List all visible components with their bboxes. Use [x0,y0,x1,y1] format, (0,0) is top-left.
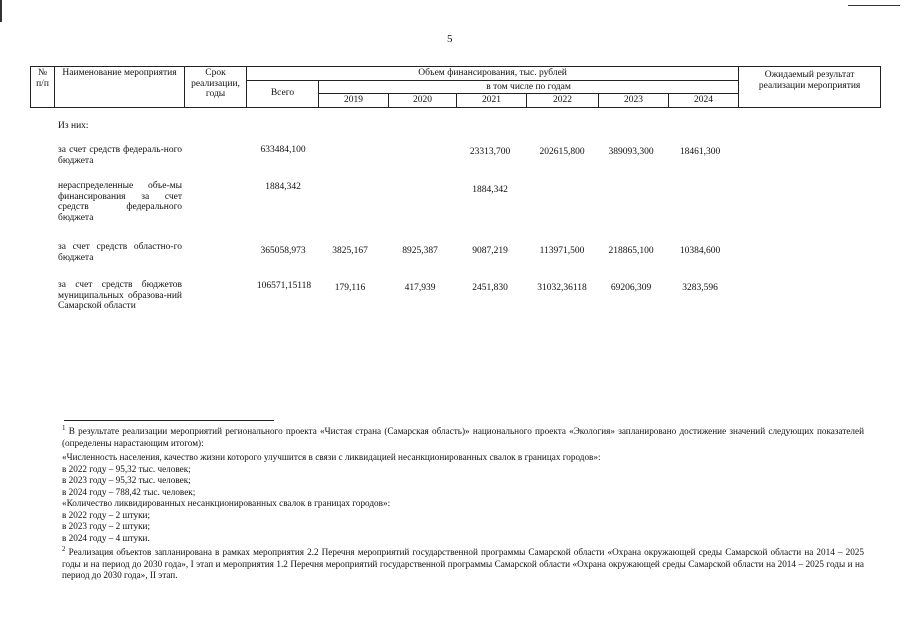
row-unallocated-total: 1884,342 [265,182,301,192]
footnote-1-text: В результате реализации мероприятий регионального проекта «Чистая страна (Самарская область)» национального проекта «Экология» запланировано достижение значений следующих показателей (определены нарастающим итогом): [62,426,865,448]
footnote-line: «Количество ликвидированных несанкционированных свалок в границах городов»: [62,498,391,508]
row-label-federal: за счет средств федераль-ного бюджета [58,145,182,166]
header-num: № п/п [31,67,55,108]
footnote-1 [62,423,865,449]
footnote-line: в 2024 году – 788,42 тыс. человек; [62,486,196,497]
row-municipal-total: 106571,15118 [256,281,312,291]
header-result: Ожидаемый результат реализации мероприятия [739,67,881,108]
row-regional-2022: 113971,500 [539,246,585,256]
row-regional-total: 365058,973 [260,246,306,256]
row-federal-total: 633484,100 [260,145,306,155]
row-regional-2023: 218865,100 [608,246,654,256]
header-year-2021: 2021 [457,94,527,108]
row-municipal-2022: 31032,36118 [537,283,587,293]
footnote-2-text: Реализация объектов запланирована в рамках мероприятия 2.2 Перечня мероприятий государственной программы Самарской области «Охрана окружающей среды Самарской области на 2014 – 2025 годы и на период до 2030 года», I этап и мероприятия 1.2 Перечня мероприятий государственной программы Самарской области «Охрана окружающей среды Самарской области на 2014 – 2025 годы и на период до 2030 года», II этап. [62,547,864,580]
row-municipal-2021: 2451,830 [472,283,508,293]
header-year-2020: 2020 [389,94,457,108]
footnote-line: в 2024 году – 4 штуки. [62,532,150,543]
row-federal-2024: 18461,300 [679,147,721,157]
footnote-line: в 2023 году – 95,32 тыс. человек; [62,475,191,485]
row-regional-2024: 10384,600 [679,246,721,256]
header-term: Срок реализации, годы [185,67,247,108]
footnote-line: в 2022 году – 95,32 тыс. человек; [62,463,191,474]
footnote-line: в 2023 году – 2 штуки; [62,521,151,531]
row-municipal-2023: 69206,309 [610,283,652,293]
row-municipal-2020: 417,939 [404,283,436,293]
row-label-municipal: за счет средств бюджетов муниципальных образова-ний Самарской области [58,280,182,311]
header-by-years: в том числе по годам [319,80,739,94]
footnote-line: в 2022 году – 2 штуки; [62,509,151,520]
footnote-line: «Численность населения, качество жизни которого улучшится в связи с ликвидацией несанкционированных свалок в границах городов»: [62,452,601,462]
row-federal-2023: 389093,300 [608,147,654,157]
row-regional-2019: 3825,167 [332,246,368,256]
header-year-2023: 2023 [599,94,669,108]
budget-table [30,66,881,108]
footnote-2 [62,544,864,582]
row-regional-2020: 8925,387 [402,246,438,256]
row-federal-2021: 23313,700 [469,147,511,157]
header-funding: Объем финансирования, тыс. рублей [247,67,739,81]
scan-mark-top-right [848,5,900,6]
header-year-2024: 2024 [669,94,739,108]
header-name: Наименование мероприятия [55,67,185,108]
row-unallocated-2021: 1884,342 [472,185,508,195]
header-year-2022: 2022 [527,94,599,108]
header-total: Всего [247,80,319,107]
row-municipal-2024: 3283,596 [682,283,718,293]
page-number: 5 [447,33,453,45]
subheading: Из них: [58,121,89,131]
footnote-separator [64,420,274,421]
scan-mark-left [0,0,2,22]
row-federal-2022: 202615,800 [539,147,585,157]
row-label-unallocated: нераспределенные объе-мы финансирования за счет средств федерального бюджета [58,181,182,223]
footnote-2-mark: 2 [62,544,66,553]
footnote-1-cont-wrap [62,452,864,544]
header-year-2019: 2019 [319,94,389,108]
row-regional-2021: 9087,219 [472,246,508,256]
row-municipal-2019: 179,116 [334,283,366,293]
row-label-regional: за счет средств областно-го бюджета [58,242,182,263]
footnote-1-mark: 1 [62,423,66,432]
